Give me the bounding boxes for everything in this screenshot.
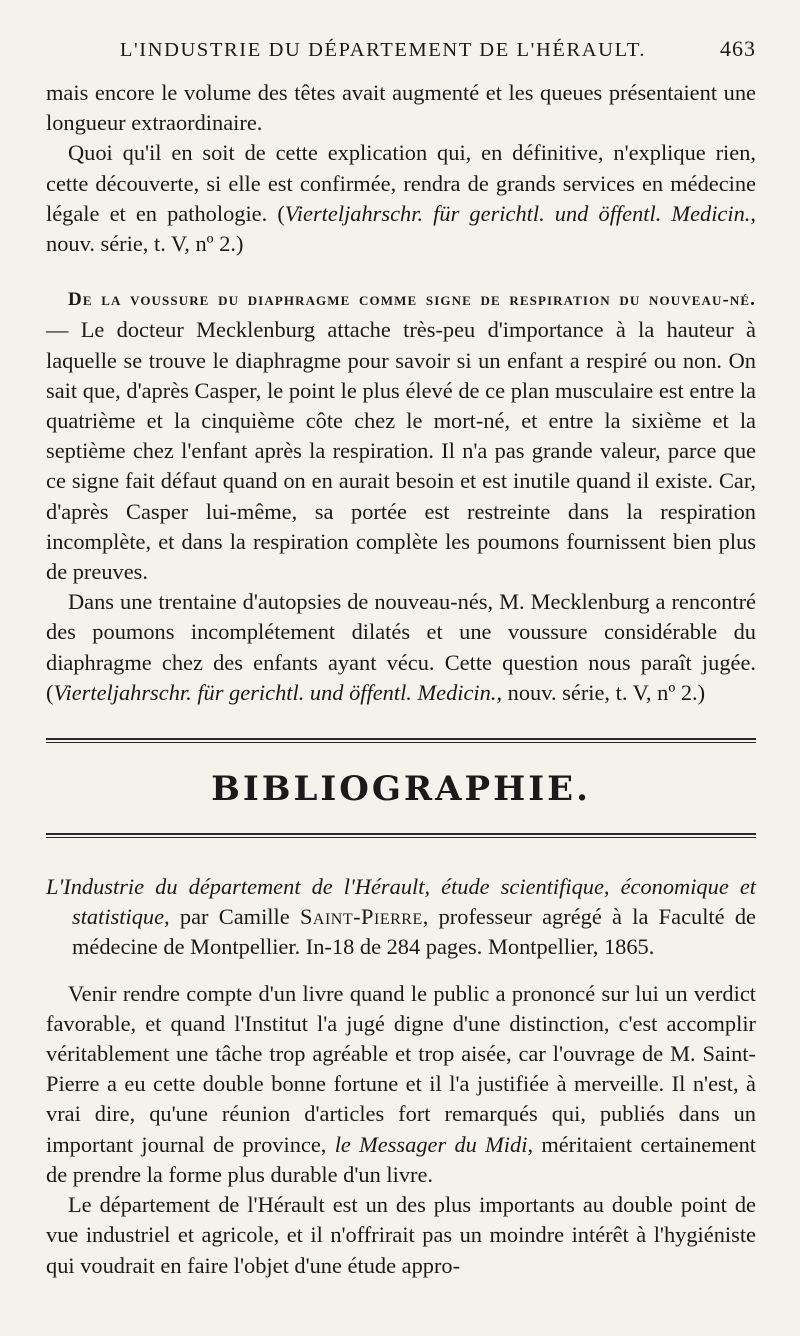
journal-name: le Messager du Midi — [334, 1131, 528, 1157]
running-header — [46, 36, 756, 78]
journal-citation: Vierteljahrschr. für gerichtl. und öffentl. Medicin. — [284, 200, 751, 226]
paragraph-continued — [46, 78, 756, 138]
paragraph-herault — [46, 1190, 756, 1281]
paragraph-text: Venir rendre compte d'un livre quand le public a prononcé sur lui un verdict favorable, et quand l'Institut l'a jugé digne d'une distinction, c'est accomplir véritablement une tâche trop agréable et trop aisée, car l'ouvrage de M. Saint-Pierre a eu cette double bonne fortune et il l'a justifiée à merveille. Il n'est, à vrai dire, qu'une réunion d'articles fort remarqués qui, publiés dans un important journal de province, — [46, 980, 756, 1157]
divider-rule-bottom — [46, 833, 756, 838]
running-title: L'INDUSTRIE DU DÉPARTEMENT DE L'HÉRAULT. — [119, 39, 647, 61]
page-number: 463 — [720, 36, 756, 61]
paragraph-diaphragm — [46, 283, 756, 587]
paragraph-text: — Le docteur Mecklenburg attache très-peu d'importance à la hauteur à laquelle se trouve le diaphragme pour savoir si un enfant a respiré ou non. On sait que, d'après Casper, le point le plus élevé de ce plan musculaire est entre la quatrième et la cinquième côte chez le mort-né, et entre la sixième et la septième chez l'enfant après la respiration. Il n'a pas grande valeur, parce que ce signe fait défaut quand on en aurait besoin et est inutile quand il existe. Car, d'après Casper lui-même, sa portée est restreinte dans la respiration incomplète, et dans la respiration complète les poumons fournissent bien plus de preuves. — [46, 317, 756, 585]
book-title: L'Industrie du département de l'Hérault, étude scientifique, économique et statistique, — [46, 874, 756, 930]
entry-details: , professeur agrégé à la Faculté de médecine de Montpellier. In-18 de 284 pages. Montpellier, 1865. — [72, 904, 756, 960]
paragraph-text: , méritaient certainement de prendre la forme plus durable d'un livre. — [46, 1131, 756, 1187]
divider-rule-top — [46, 738, 756, 743]
entry-by: par Camille — [169, 904, 300, 930]
journal-citation: Vierteljahrschr. für gerichtl. und öffentl. Medicin. — [53, 679, 497, 705]
author-name: Saint-Pierre — [299, 904, 423, 930]
paragraph-text: Quoi qu'il en soit de cette explication qui, en définitive, n'explique rien, cette découverte, si elle est confirmée, rendra de grands services en médecine légale et en pathologie. ( — [46, 140, 756, 226]
paragraph-review — [46, 979, 756, 1190]
citation-details: , nouv. série, t. V, nº 2.) — [46, 200, 756, 257]
paragraph-text: Le département de l'Hérault est un des plus importants au double point de vue industriel et agricole, et il n'offrirait pas un moindre intérêt à l'hygiéniste qui voudrait en faire l'objet d'une étude appro- — [46, 1192, 756, 1278]
section-heading: De la voussure du diaphragme comme signe de respiration du nouveau-né. — [68, 289, 756, 311]
paragraph-text: mais encore le volume des têtes avait augmenté et les queues présentaient une longueur extraordinaire. — [46, 80, 756, 136]
paragraph-text: Dans une trentaine d'autopsies de nouveau-nés, M. Mecklenburg a rencontré des poumons incomplétement dilatés et une voussure considérable du diaphragme chez des enfants ayant vécu. Cette question nous paraît jugée. ( — [46, 589, 756, 705]
bibliography-entry — [46, 872, 756, 963]
paragraph-explanation — [46, 138, 756, 259]
paragraph-autopsies — [46, 587, 756, 708]
citation-details: , nouv. série, t. V, nº 2.) — [496, 679, 706, 705]
bibliography-title: BIBLIOGRAPHIE. — [211, 769, 591, 810]
